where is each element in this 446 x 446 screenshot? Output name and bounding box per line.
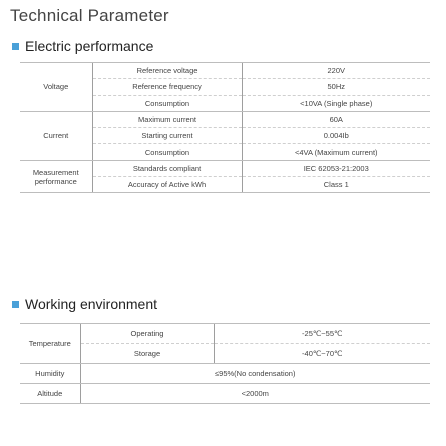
square-bullet-icon (12, 43, 19, 50)
param-cell: Starting current (92, 128, 242, 144)
table-row (20, 384, 430, 404)
value-cell: IEC 62053-21:2003 (242, 160, 430, 176)
table-row (20, 111, 430, 127)
group-label-line: Measurement (32, 167, 79, 177)
param-cell: Reference frequency (92, 79, 242, 95)
section-label: Electric performance (25, 38, 154, 54)
param-cell: Consumption (92, 95, 242, 111)
page-title: Technical Parameter (10, 6, 169, 25)
group-label-voltage: Voltage (20, 63, 92, 112)
section-label: Working environment (25, 296, 158, 312)
param-cell: Operating (80, 324, 214, 344)
section-heading-environment (12, 296, 157, 312)
param-cell: Standards compliant (92, 160, 242, 176)
table-row (20, 364, 430, 384)
param-cell: Consumption (92, 144, 242, 160)
value-cell: <2000m (80, 384, 430, 404)
group-label-measurement (20, 160, 92, 193)
value-cell: <4VA (Maximum current) (242, 144, 430, 160)
table-row (20, 160, 430, 176)
value-cell: -25℃~55℃ (214, 324, 430, 344)
group-label-line: performance (34, 176, 77, 186)
square-bullet-icon (12, 301, 19, 308)
table-row (20, 344, 430, 364)
value-cell: 0.004Ib (242, 128, 430, 144)
param-cell: Reference voltage (92, 63, 242, 79)
working-environment-table (20, 323, 430, 404)
value-cell: ≤95%(No condensation) (80, 364, 430, 384)
value-cell: Class 1 (242, 177, 430, 193)
group-label-altitude: Altitude (20, 384, 80, 404)
param-cell: Accuracy of Active kWh (92, 177, 242, 193)
value-cell: <10VA (Single phase) (242, 95, 430, 111)
value-cell: 220V (242, 63, 430, 79)
value-cell: -40℃~70℃ (214, 344, 430, 364)
param-cell: Maximum current (92, 111, 242, 127)
table-row (20, 63, 430, 79)
group-label-temperature: Temperature (20, 324, 80, 364)
group-label-current: Current (20, 111, 92, 160)
table-row (20, 324, 430, 344)
value-cell: 50Hz (242, 79, 430, 95)
section-heading-electric (12, 38, 153, 54)
param-cell: Storage (80, 344, 214, 364)
group-label-humidity: Humidity (20, 364, 80, 384)
value-cell: 60A (242, 111, 430, 127)
electric-performance-table (20, 62, 430, 193)
